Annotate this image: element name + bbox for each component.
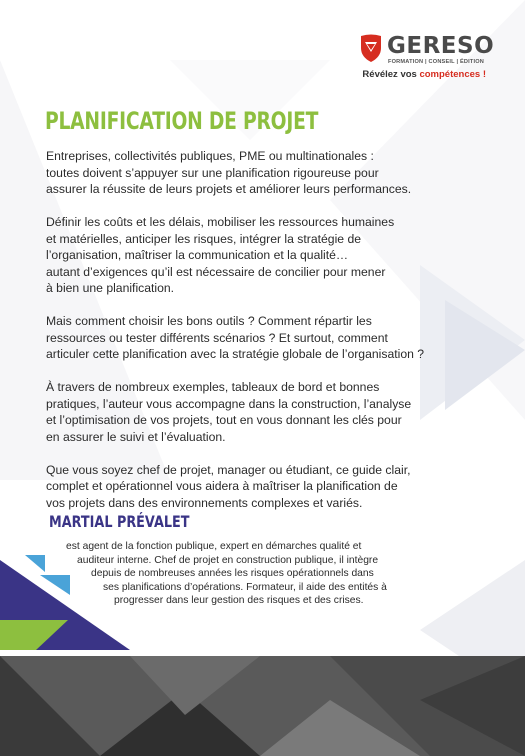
paragraph-approach: À travers de nombreux exemples, tableaux de bord et bonnes pratiques, l’auteur vous accompagne dans la construction, l’analyse et l’optimisation de vos projets, tout en vous donnant les clés pour en assurer le suivi et l’évaluation. bbox=[46, 380, 412, 444]
author-bio-line: auditeur interne. Chef de projet en construction publique, il intègre bbox=[77, 554, 379, 566]
paragraph-intro: Entreprises, collectivités publiques, PME ou multinationales : toutes doivent s’appuyer sur une planification rigoureuse pour assurer la réussite de leurs projets et améliorer leurs performances. bbox=[46, 149, 412, 196]
gereso-shield-icon bbox=[358, 33, 384, 63]
author-bio-line: depuis de nombreuses années les risques opérationnels dans bbox=[91, 568, 374, 580]
author-bio bbox=[66, 540, 426, 608]
author-bio-line: progresser dans leur gestion des risques et des crises. bbox=[114, 595, 364, 607]
author-name: MARTIAL PRÉVALET bbox=[49, 512, 190, 531]
logo-tagline bbox=[362, 69, 486, 80]
author-bio-line: est agent de la fonction publique, expert en démarches qualité et bbox=[66, 541, 362, 552]
bg-blue-square-1 bbox=[25, 555, 45, 572]
tagline-accent: compétences ! bbox=[419, 69, 486, 80]
author-bio-line: ses planifications d’opérations. Formateur, il aide des entités à bbox=[103, 581, 387, 593]
paragraph-questions: Mais comment choisir les bons outils ? Comment répartir les ressources ou tester différents scénarios ? Et surtout, comment articuler cette planification avec la stratégie globale de l’organisation ? bbox=[46, 314, 425, 361]
paragraph-challenges: Définir les coûts et les délais, mobiliser les ressources humaines et matérielles, anticiper les risques, intégrer la stratégie de l’organisation, maîtriser la communication et la qualité… autant d’exigences qu’il est nécessaire de concilier pour mener à bien une planification. bbox=[46, 215, 395, 295]
paragraph-audience: Que vous soyez chef de projet, manager ou étudiant, ce guide clair, complet et opérationnel vous aidera à maîtriser la planification de vos projets dans des environnements complexes et variés. bbox=[46, 462, 411, 510]
tagline-prefix: Révélez vos bbox=[362, 69, 420, 80]
page-title: PLANIFICATION DE PROJET bbox=[45, 107, 319, 135]
logo-subtitle: FORMATION | CONSEIL | ÉDITION bbox=[388, 59, 485, 65]
logo-brand-name: GERESO bbox=[387, 33, 495, 59]
description-body bbox=[46, 148, 430, 528]
